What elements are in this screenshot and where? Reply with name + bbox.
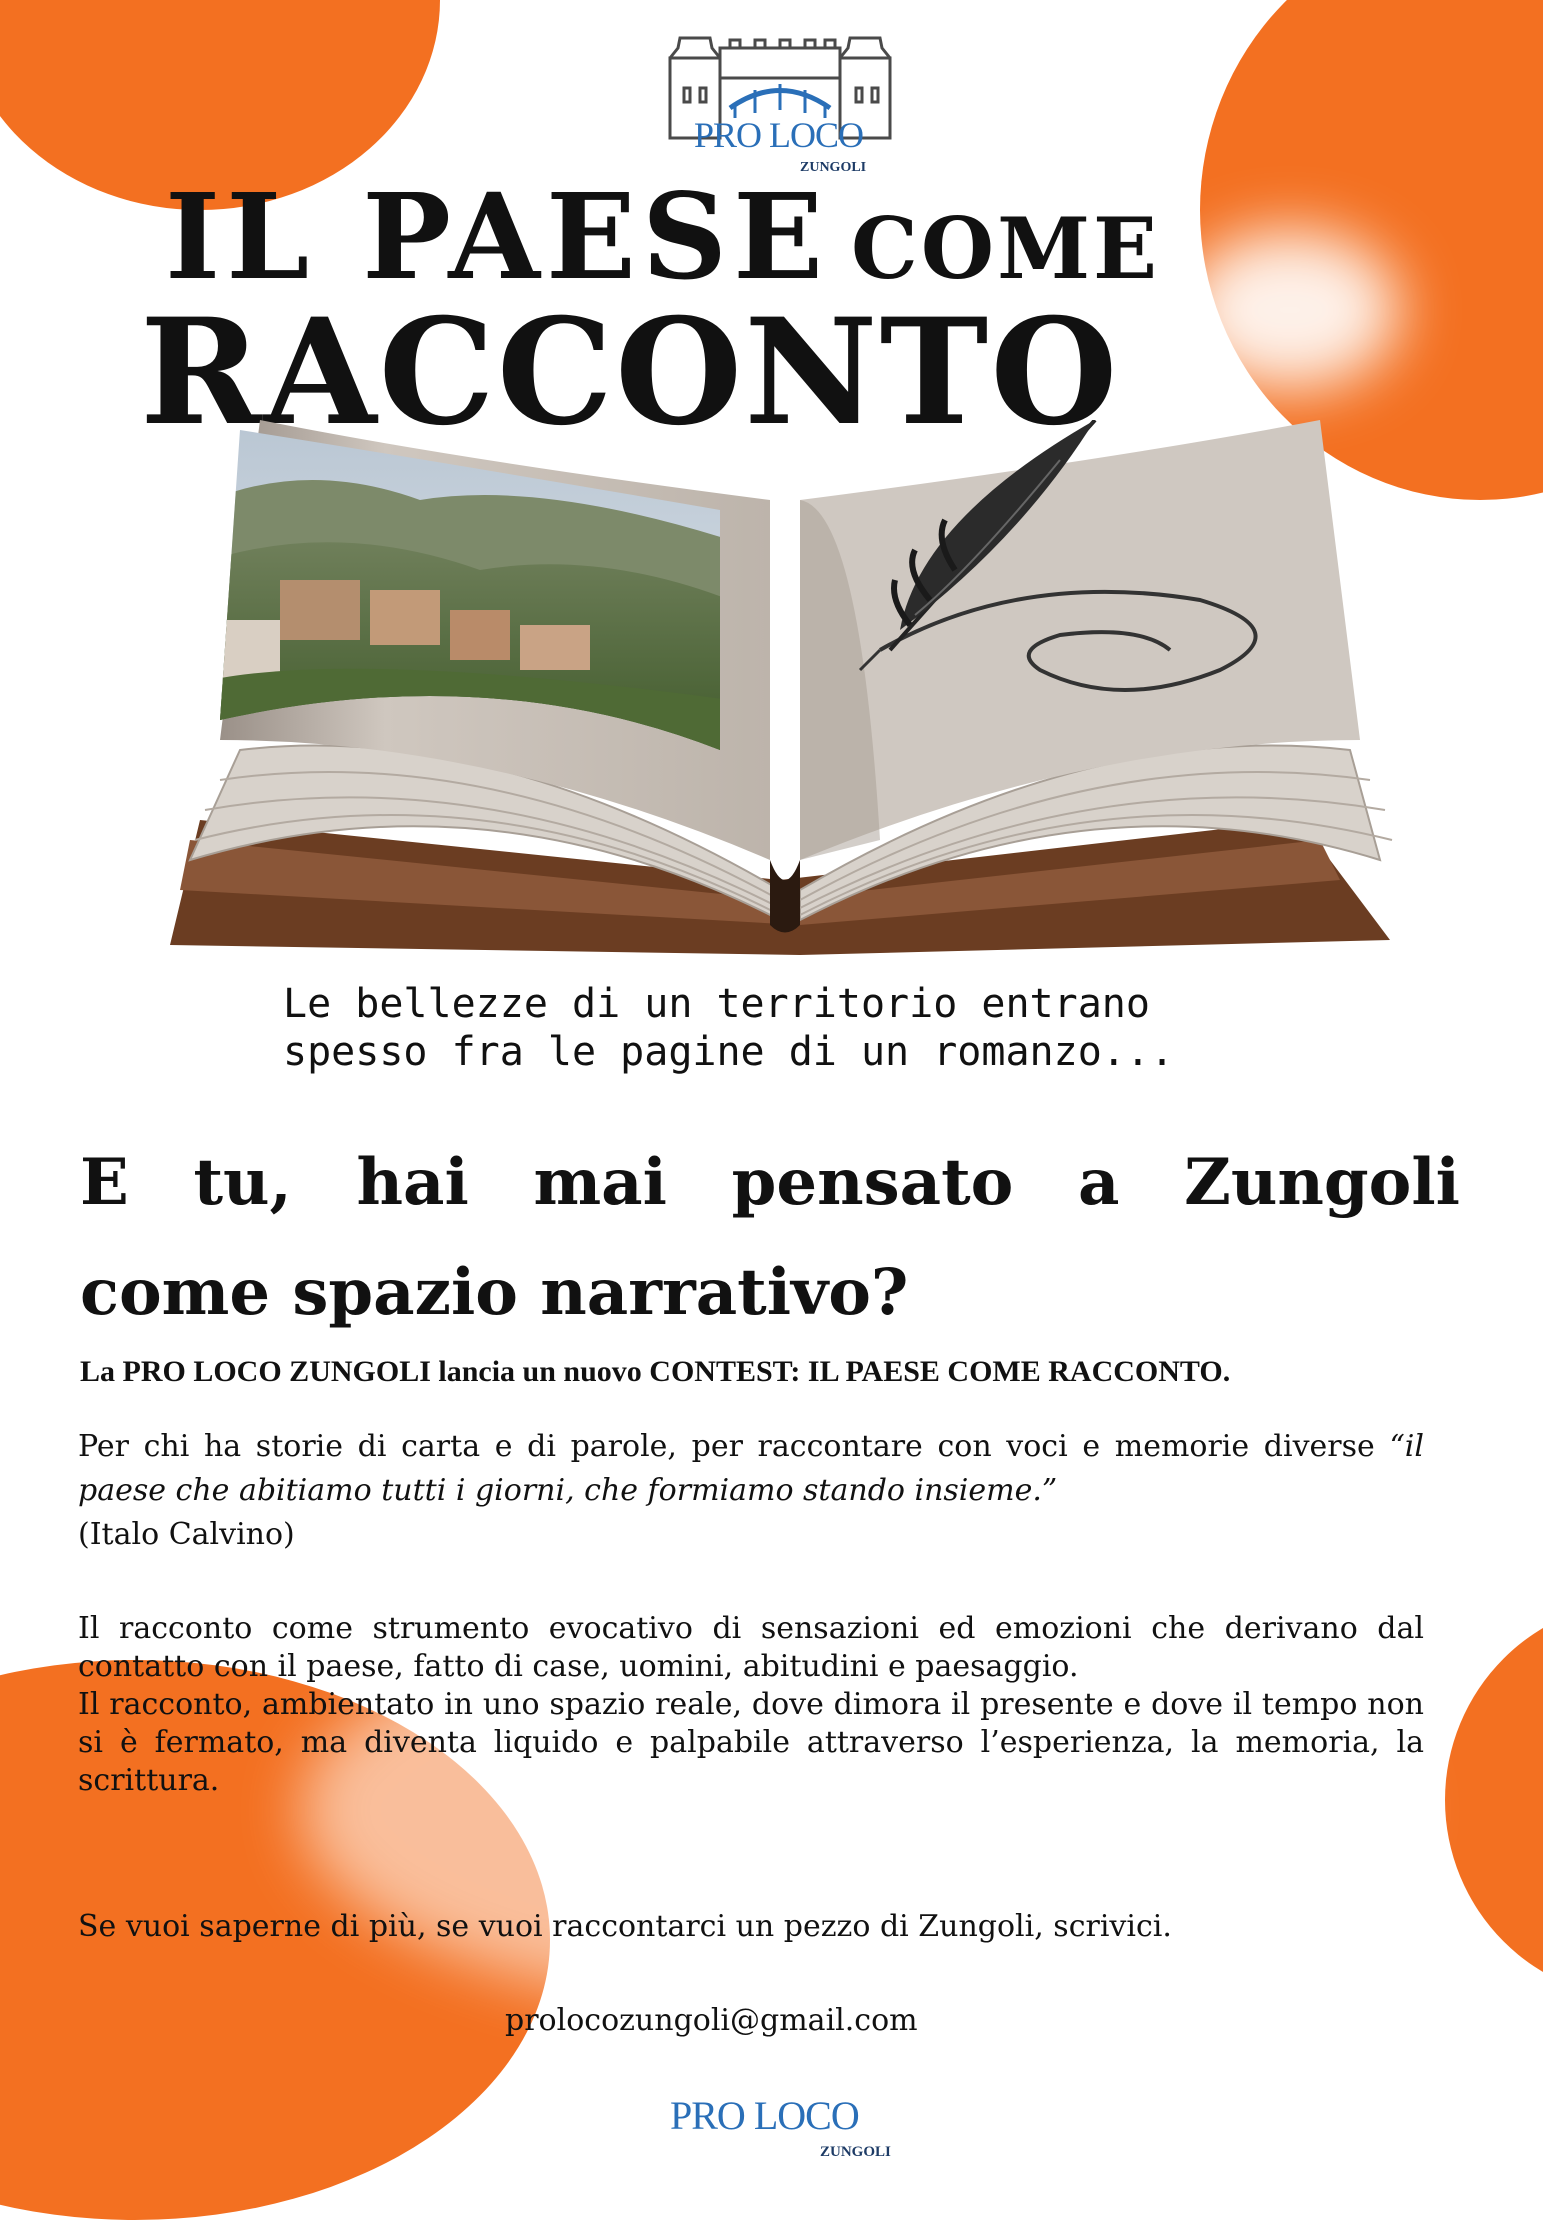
paragraph-calvino — [78, 1425, 1424, 1557]
question-word: hai — [356, 1145, 469, 1220]
title-il-paese: IL PAESE — [165, 167, 830, 306]
calvino-quote: “il paese che abitiamo tutti i giorni, che formiamo stando insieme.” — [78, 1429, 1424, 1508]
intro-line-2: spesso fra le pagine di un romanzo... — [283, 1029, 1175, 1075]
contact-email[interactable]: prolocozungoli@gmail.com — [505, 2003, 918, 2038]
question-word: tu, — [193, 1145, 292, 1220]
paragraph-racconto — [78, 1610, 1424, 1800]
logo-subtext: ZUNGOLI — [820, 2144, 891, 2160]
question-word: pensato — [731, 1145, 1014, 1220]
paragraph-text: Il racconto come strumento evocativo di sensazioni ed emozioni che derivano dal contatto con il paese, fatto di case, uomini, abitudini e paesaggio. — [78, 1611, 1424, 1684]
open-book-illustration — [160, 420, 1430, 960]
title-come: COME — [851, 199, 1161, 298]
logo-subtext: ZUNGOLI — [800, 160, 867, 175]
logo-text: PRO LOCO — [694, 115, 864, 155]
quote-author: (Italo Calvino) — [78, 1517, 295, 1552]
contest-announcement: La PRO LOCO ZUNGOLI lancia un nuovo CONTEST: IL PAESE COME RACCONTO. — [80, 1355, 1231, 1388]
question-line-1 — [80, 1128, 1460, 1238]
paragraph-text: Il racconto, ambientato in uno spazio reale, dove dimora il presente e dove il tempo non si è fermato, ma diventa liquido e palpabile attraverso l’esperienza, la memoria, la scrittura. — [78, 1687, 1424, 1798]
page-title-line-2: RACCONTO — [140, 287, 1120, 458]
logo-text: PRO LOCO — [670, 2093, 859, 2138]
headline-question — [80, 1128, 1460, 1348]
intro-text — [283, 980, 1383, 1076]
question-word: a — [1078, 1145, 1120, 1220]
decorative-circle-bottom-right — [1445, 1600, 1543, 2000]
question-word: Zungoli — [1184, 1145, 1460, 1220]
pro-loco-logo — [660, 18, 900, 178]
question-word: E — [80, 1145, 129, 1220]
question-line-2: come spazio narrativo? — [80, 1255, 909, 1330]
paragraph-text: Per chi ha storie di carta e di parole, per raccontare con voci e memorie diverse — [78, 1429, 1375, 1464]
intro-line-1: Le bellezze di un territorio entrano — [283, 981, 1150, 1027]
pro-loco-logo-bottom — [670, 2092, 930, 2172]
question-word: mai — [533, 1145, 667, 1220]
call-to-action: Se vuoi saperne di più, se vuoi raccontarci un pezzo di Zungoli, scrivici. — [78, 1909, 1172, 1944]
